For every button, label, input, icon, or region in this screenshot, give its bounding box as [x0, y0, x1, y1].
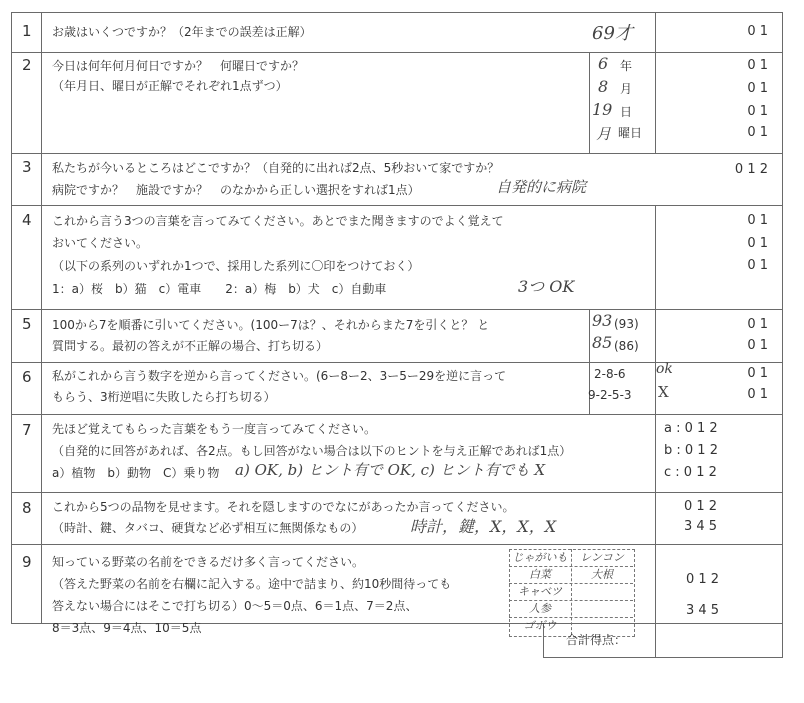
handwritten-answer: 3つ OK	[518, 277, 575, 296]
rule-7	[11, 492, 783, 493]
rule-6	[11, 414, 783, 415]
handwritten-answer: a) OK, b) ヒント有で OK, c) ヒント有でも X	[235, 461, 546, 479]
item-question: おいてください。	[52, 236, 149, 250]
item-number: 1	[22, 22, 32, 40]
item-number: 5	[22, 315, 32, 333]
rule-score	[655, 205, 656, 623]
item-question: もらう、3桁逆唱に失敗したら打ち切る）	[52, 390, 276, 404]
item-question: 病院ですか？ 施設ですか？ のなかから正しい選択をすれば1点）	[52, 183, 420, 197]
vegetable-entry	[571, 583, 633, 600]
answer-unit: 年	[620, 59, 633, 73]
score-options: 0 1	[747, 125, 768, 140]
score-options: a : 0 1 2	[664, 421, 718, 436]
answer-unit: 日	[620, 105, 633, 119]
item-question: これから5つの品物を見せます。それを隠しますのでなにがあったか言ってください。	[52, 500, 515, 514]
vegetable-entry: レンコン	[580, 551, 624, 564]
vegetable-entry: 人参	[529, 602, 551, 615]
item-question: a）植物 b）動物 C）乗り物	[52, 466, 220, 480]
item-question: 私たちが今いるところはどこですか？（自発的に出れば2点、5秒おいて家ですか？	[52, 161, 500, 175]
rule-right	[782, 12, 783, 657]
item-number: 8	[22, 499, 32, 517]
score-options: 0 1	[747, 104, 768, 119]
rule-3	[11, 205, 783, 206]
item-question: 知っている野菜の名前をできるだけ多く言ってください。	[52, 555, 365, 569]
answer-unit: 曜日	[618, 126, 643, 140]
item-question: これから言う3つの言葉を言ってみてください。あとでまた聞きますのでよく覚えて	[52, 214, 504, 228]
score-options: 0 1	[747, 236, 768, 251]
score-options: 0 1	[747, 366, 768, 381]
answer-unit: 月	[620, 82, 633, 96]
score-options: 3 4 5	[684, 519, 718, 534]
vegetable-entry: ゴボウ	[523, 619, 557, 632]
item-question: 私がこれから言う数字を逆から言ってください。(6ー8ー2、3ー5ー29を逆に言って	[52, 369, 507, 383]
handwritten-mark: X	[658, 383, 669, 401]
handwritten-mark: ok	[656, 361, 673, 377]
score-options: 0 1	[747, 258, 768, 273]
item-question: （時計、鍵、タバコ、硬貨など必ず相互に無関係なもの）	[52, 521, 364, 535]
score-options: 0 1 2	[734, 162, 768, 177]
item-question: （自発的に回答があれば、各2点。もし回答がない場合は以下のヒントを与え正解であれば1点）	[52, 444, 572, 458]
rule-score	[655, 12, 656, 153]
handwritten-answer: 自発的に病院	[496, 178, 587, 196]
item-question: （答えた野菜の名前を右欄に記入する。途中で詰まり、約10秒間待っても	[52, 577, 452, 591]
item-question: （年月日、曜日が正解でそれぞれ1点ずつ）	[52, 79, 288, 93]
item-number: 7	[22, 421, 32, 439]
score-options: 0 1	[747, 81, 768, 96]
item-question: 答えない場合にはそこで打ち切る）0〜5＝0点、6＝1点、7＝2点、	[52, 599, 418, 613]
item-number: 4	[22, 211, 32, 229]
total-score-label: 合計得点：	[566, 633, 627, 647]
score-options: 0 1	[747, 317, 768, 332]
handwritten-answer: 93	[592, 311, 613, 330]
item-question: お歳はいくつですか？（2年までの誤差は正解）	[52, 25, 312, 39]
item-question: 質問する。最初の答えが不正解の場合、打ち切る）	[52, 339, 329, 353]
vegetable-entry: キャベツ	[518, 585, 562, 598]
handwritten-answer: 8	[598, 77, 609, 96]
rule-top	[11, 12, 783, 13]
score-options: c : 0 1 2	[664, 465, 717, 480]
total-score-field	[657, 624, 781, 656]
reference-answer: (93)	[614, 317, 639, 331]
item-question: 100から7を順番に引いてください。(100ー7は？、それからまた7を引くと？ と	[52, 318, 490, 332]
handwritten-answer: 6	[598, 54, 609, 73]
score-options: 0 1	[747, 387, 768, 402]
handwritten-answer: 時計，鍵，X，X，X	[410, 517, 557, 536]
rule-2	[11, 153, 783, 154]
item-question: （以下の系列のいずれか1つで、採用した系列に〇印をつけておく）	[52, 259, 420, 273]
handwritten-answer: 19	[592, 100, 613, 119]
score-options: 0 1	[747, 58, 768, 73]
score-options: b : 0 1 2	[664, 443, 718, 458]
item-number: 6	[22, 368, 32, 386]
reference-answer: (86)	[614, 339, 639, 353]
score-options: 0 1 2	[684, 499, 718, 514]
rule-4	[11, 309, 783, 310]
rule-score	[655, 623, 656, 657]
digit-sequence: 2-8-6	[594, 367, 626, 381]
score-options: 0 1	[747, 338, 768, 353]
rule-left	[11, 12, 12, 623]
handwritten-answer: 月	[596, 125, 612, 143]
score-options: 0 1 2	[686, 572, 720, 587]
rule-8	[11, 544, 783, 545]
item-number: 2	[22, 56, 32, 74]
rule-bottom	[543, 657, 783, 658]
rule-answer-2	[589, 52, 590, 153]
handwritten-answer: 85	[592, 333, 613, 352]
item-question: 今日は何年何月何日ですか？ 何曜日ですか？	[52, 59, 305, 73]
score-options: 0 1	[747, 24, 768, 39]
item-question: 先ほど覚えてもらった言葉をもう一度言ってみてください。	[52, 422, 377, 436]
rule-1	[11, 52, 783, 53]
handwritten-answer: 69才	[592, 23, 633, 44]
item-number: 9	[22, 553, 32, 571]
vegetable-entry: 白菜	[529, 568, 551, 581]
item-number: 3	[22, 158, 32, 176]
vegetable-entry: 大根	[591, 568, 613, 581]
score-options: 0 1	[747, 213, 768, 228]
item-question: 1：a）桜 b）猫 c）電車 2：a）梅 b）犬 c）自動車	[52, 282, 387, 296]
vegetable-entry	[571, 600, 633, 617]
rule-number	[41, 12, 42, 623]
digit-sequence: 9-2-5-3	[588, 388, 632, 402]
score-options: 3 4 5	[686, 603, 720, 618]
vegetable-entry: じゃがいも	[512, 551, 568, 564]
item-question: 8＝3点、9＝4点、10＝5点	[52, 621, 202, 635]
